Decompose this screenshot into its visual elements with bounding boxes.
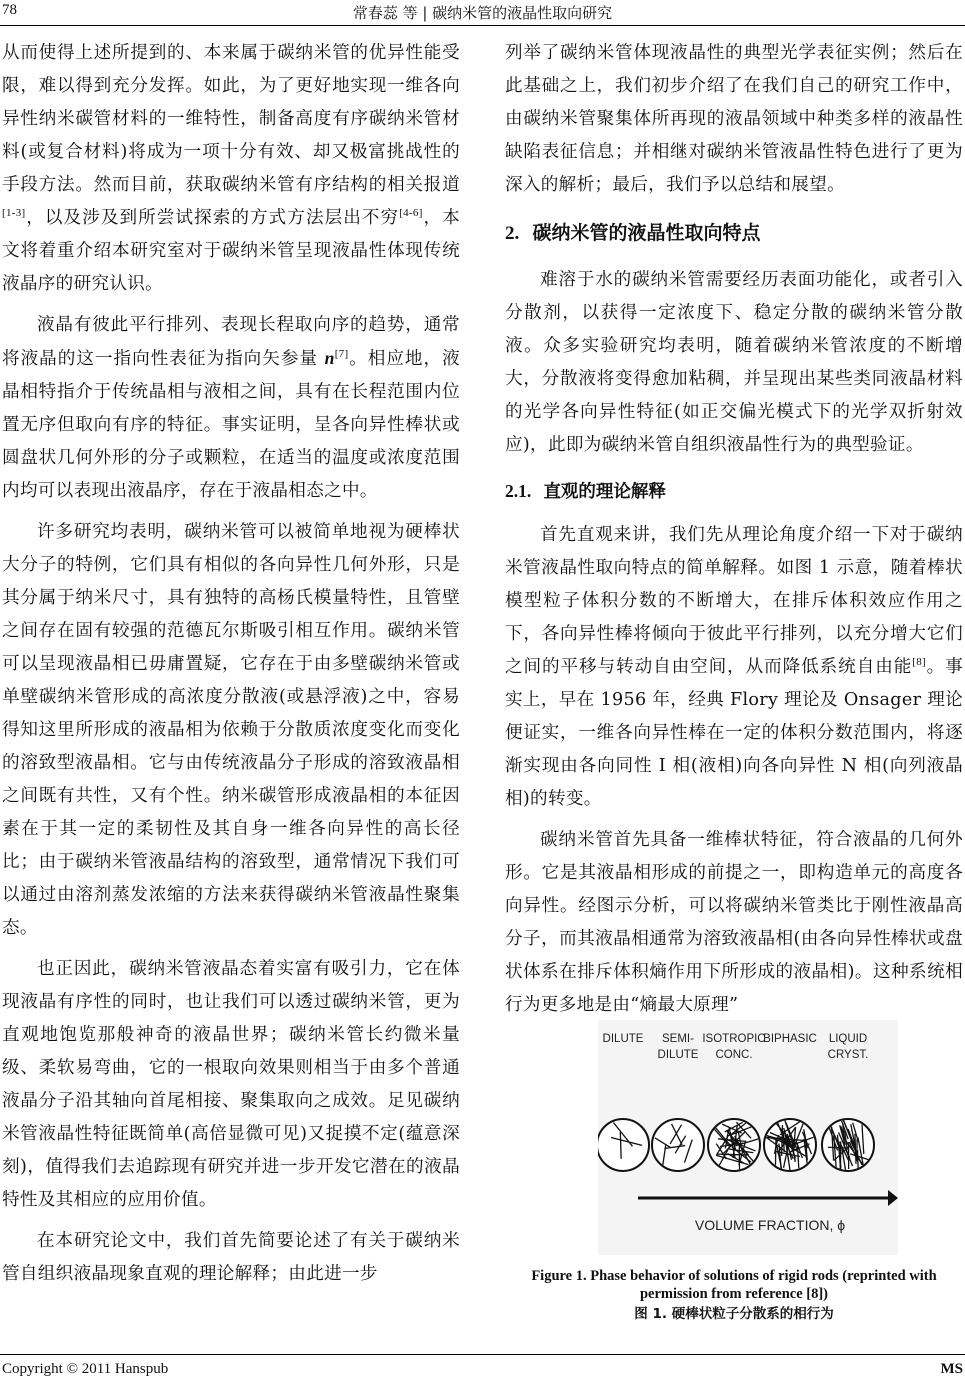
section-number: 2. <box>505 223 520 244</box>
subsection-number: 2.1. <box>505 481 532 501</box>
director-symbol: n <box>324 348 335 368</box>
subsection-title: 直观的理论解释 <box>543 482 666 502</box>
phase-circles <box>598 1119 874 1175</box>
phase-label: CRYST. <box>827 1049 869 1061</box>
phase-label: SEMI- <box>662 1033 694 1045</box>
phase-diagram <box>598 1020 898 1255</box>
phase-circle-outline <box>652 1119 704 1171</box>
page-number: 78 <box>2 2 17 18</box>
text-run: 首先直观来讲，我们先从理论角度介绍一下对于碳纳米管液晶性取向特点的简单解释。如图 1 示意，随着棒状模型粒子体积分数的不断增大，在排斥体积效应作用之下，各向异性棒将倾向于彼此平行排列，以充分增大它们之间的平移与转动自由空间，从而降低系统自由能 <box>505 525 963 677</box>
section-title: 碳纳米管的液晶性取向特点 <box>532 222 761 244</box>
citation: [4-6] <box>399 207 423 220</box>
text-run: 从而使得上述所提到的、本来属于碳纳米管的优异性能受限，难以得到充分发挥。如此，为了更好地实现一维各向异性纳米碳管材料的一维特性，制备高度有序碳纳米管材料(或复合材料)将成为一项十分有效、却又极富挑战性的手段方法。然而目前，获取碳纳米管有序结构的相关报道 <box>2 43 460 195</box>
copyright: Copyright © 2011 Hanspub <box>2 1361 169 1377</box>
figure-caption-zh: 图 1. 硬棒状粒子分散系的相行为 <box>634 1306 834 1322</box>
rod-particle <box>620 1132 621 1159</box>
paragraph: 碳纳米管首先具备一维棒状特征，符合液晶的几何外形。它是其液晶相形成的前提之一，即构造单元的高度各向异性。经图示分析，可以将碳纳米管类比于刚性液晶高分子，而其液晶相通常为溶致液晶相(由各向异性棒状或盘状体系在排斥体积熵作用下所形成的液晶相)。这种系统相行为更多地是由“熵最大原理” <box>505 830 963 1015</box>
text-run: 。相应地，液晶相特指介于传统晶相与液相之间，具有在长程范围内位置无序但取向有序的特征。事实证明，呈各向异性棒状或圆盘状几何外形的分子或颗粒，在适当的温度或浓度范围内均可以表现出液晶序，存在于液晶相态之中。 <box>2 349 460 501</box>
running-title: 常春蕊 等 | 碳纳米管的液晶性取向研究 <box>352 4 613 22</box>
phase-label: LIQUID <box>828 1033 868 1045</box>
rod-particle <box>717 1154 747 1155</box>
page-header <box>0 0 965 26</box>
paragraph: 也正因此，碳纳米管液晶态着实富有吸引力，它在体现液晶有序性的同时，也让我们可以透过碳纳米管，更为直观地饱览那般神奇的液晶世界；碳纳米管长约微米量级、柔软易弯曲，它的一根取向效果则相当于由多个普通液晶分子沿其轴向首尾相接、聚集取向之成效。足见碳纳米管液晶性特征既简单(高倍显微可见)又捉摸不定(蕴意深刻)，值得我们去追踪现有研究并进一步开发它潜在的液晶特性及其相应的应用价值。 <box>2 959 460 1210</box>
axis-label: VOLUME FRACTION, ϕ <box>694 1217 846 1233</box>
text-run: ，本文将着重介绍本研究室对于碳纳米管呈现液晶性体现传统液晶序的研究认识。 <box>2 208 460 294</box>
phase-label: DILUTE <box>657 1049 699 1061</box>
paragraph <box>505 519 963 816</box>
rod-particle <box>782 1125 783 1156</box>
paragraph: 列举了碳纳米管体现液晶性的典型光学表征实例；然后在此基础之上，我们初步介绍了在我们自己的研究工作中，由碳纳米管聚集体所再现的液晶领域中种类多样的液晶性缺陷表征信息；并相继对碳纳米管液晶性特色进行了更为深入的解析；最后，我们予以总结和展望。 <box>505 43 963 195</box>
page-footer <box>0 1354 965 1386</box>
phase-label: BIPHASIC <box>763 1033 817 1045</box>
text-run: ，以及涉及到所尝试探索的方式方法层出不穷 <box>25 208 400 228</box>
right-column <box>505 37 963 1022</box>
citation: [8] <box>912 656 926 669</box>
citation: [7] <box>334 348 349 361</box>
subsection-heading <box>505 478 963 505</box>
paragraph: 难溶于水的碳纳米管需要经历表面功能化，或者引入分散剂，以获得一定浓度下、稳定分散的碳纳米管分散液。众多实验研究均表明，随着碳纳米管浓度的不断增大，分散液将变得愈加粘稠，并呈现出某些类同液晶材料的光学各向异性特征(如正交偏光模式下的光学双折射效应)，此即为碳纳米管自组织液晶性行为的典型验证。 <box>505 270 963 455</box>
phase-label: ISOTROPIC <box>702 1033 766 1045</box>
section-heading <box>505 219 963 248</box>
phase-label: DILUTE <box>602 1033 644 1045</box>
phase-circle <box>598 1119 649 1171</box>
citation: [1-3] <box>2 207 26 220</box>
journal-abbreviation: MS <box>940 1361 963 1377</box>
rod-particle <box>775 1139 776 1167</box>
text-run: 。事实上，早在 1956 年，经典 Flory 理论及 Onsager 理论便证实，一维各向异性棒在一定的体积分数范围内，将逐渐实现由各向同性 I 相(液相)向各向异性 N 相(向列液晶相)的转变。 <box>505 657 963 809</box>
paragraph <box>2 309 460 508</box>
paragraph: 在本研究论文中，我们首先简要论述了有关于碳纳米管自组织液晶现象直观的理论解释；由此进一步 <box>2 1231 460 1284</box>
paragraph <box>2 37 460 301</box>
header-rule <box>0 25 965 26</box>
figure-caption-en: Figure 1. Phase behavior of solutions of rigid rods (reprinted with permission from reference [8]) <box>531 1268 937 1302</box>
left-column <box>2 37 460 1291</box>
figure-1 <box>505 1020 963 1324</box>
phase-circle <box>652 1119 704 1171</box>
text-run: 液晶有彼此平行排列、表现长程取向序的趋势，通常将液晶的这一指向性表征为指向矢参量 <box>2 315 460 369</box>
phase-label: CONC. <box>715 1049 753 1061</box>
paragraph: 许多研究均表明，碳纳米管可以被简单地视为硬棒状大分子的特例，它们具有相似的各向异性几何外形，只是其分属于纳米尺寸，具有独特的高杨氏模量特性，且管壁之间存在固有较强的范德瓦尔斯吸引相互作用。碳纳米管可以呈现液晶相已毋庸置疑，它存在于由多壁碳纳米管或单壁碳纳米管形成的高浓度分散液(或悬浮液)之中，容易得知这里所形成的液晶相为依赖于分散质浓度变化而变化的溶致型液晶相。它与由传统液晶分子形成的溶致液晶相之间既有共性，又有个性。纳米碳管形成液晶相的本征因素在于其一定的柔韧性及其自身一维各向异性的高长径比；由于碳纳米管液晶结构的溶致型，通常情况下我们可以通过由溶剂蒸发浓缩的方法来获得碳纳米管液晶性聚集态。 <box>2 522 460 938</box>
footer-rule <box>0 1354 965 1355</box>
